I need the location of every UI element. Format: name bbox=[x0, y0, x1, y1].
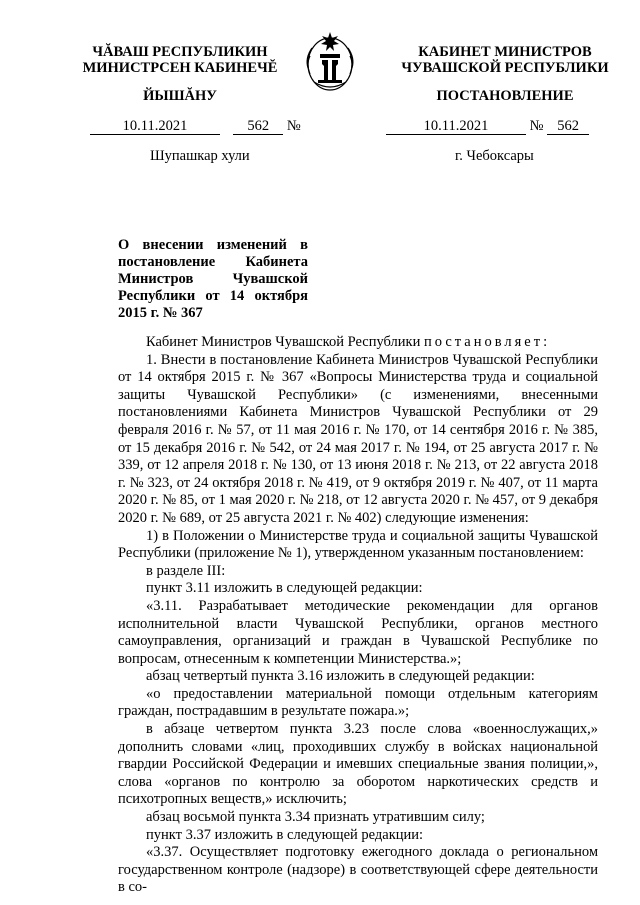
header-right-block bbox=[400, 44, 610, 76]
registration-left-date: 10.11.2021 bbox=[90, 119, 220, 135]
body-intro-verb: постановляет: bbox=[423, 334, 551, 350]
body-paragraph: «3.11. Разрабатывает методические рекомендации для органов исполнительной власти Чувашской Республики, органов местного самоуправления, организаций и граждан в Чувашской Республике по вопросам, отнесенным к компетенции Министерства.»; bbox=[118, 597, 598, 667]
registration-left bbox=[90, 118, 301, 135]
header-right-doc-type: ПОСТАНОВЛЕНИЕ bbox=[436, 88, 574, 104]
body-paragraph: абзац восьмой пункта 3.34 признать утратившим силу; bbox=[146, 809, 485, 826]
registration-right-number: 562 bbox=[547, 119, 589, 135]
coat-of-arms-emblem bbox=[300, 28, 360, 94]
body-intro bbox=[118, 334, 598, 352]
header-left-line2: МИНИСТРСЕН КАБИНЕЧĔ bbox=[82, 60, 278, 76]
body-intro-text: Кабинет Министров Чувашской Республики bbox=[146, 334, 421, 350]
place-right: г. Чебоксары bbox=[455, 148, 534, 164]
body-paragraph: пункт 3.37 изложить в следующей редакции: bbox=[146, 826, 424, 843]
body-paragraph: «3.37. Осуществляет подготовку ежегодного доклада о региональном государственном контроле (надзоре) в соответствующей сфере деятельности в со- bbox=[118, 844, 598, 896]
header-left-block bbox=[80, 44, 280, 76]
place-left: Шупашкар хули bbox=[150, 148, 250, 164]
registration-right-date: 10.11.2021 bbox=[386, 119, 526, 135]
document-subject: О внесении изменений в постановление Кабинета Министров Чувашской Республики от 14 октября 2015 г. № 367 bbox=[118, 237, 308, 321]
body-paragraph: 1. Внести в постановление Кабинета Министров Чувашской Республики от 14 октября 2015 г. № 367 «Вопросы Министерства труда и социальной защиты Чувашской Республики» (с изменениями, внесенными постановлениями Кабинета Министров Чувашской Республики от 29 февраля 2016 г. № 57, от 11 мая 2016 г. № 170, от 14 сентября 2016 г. № 385, от 15 декабря 2016 г. № 542, от 24 мая 2017 г. № 194, от 25 августа 2017 г. № 339, от 12 апреля 2018 г. № 130, от 13 июня 2018 г. № 213, от 22 августа 2018 г. № 323, от 24 октября 2018 г. № 419, от 9 октября 2019 г. № 407, от 11 марта 2020 г. № 85, от 1 мая 2020 г. № 218, от 12 августа 2020 г. № 457, от 9 декабря 2020 г. № 689, от 25 августа 2021 г. № 402) следующие изменения: bbox=[118, 351, 598, 526]
body-paragraph: «о предоставлении материальной помощи отдельным категориям граждан, пострадавшим в результате пожара.»; bbox=[118, 685, 598, 720]
header-right-line2: ЧУВАШСКОЙ РЕСПУБЛИКИ bbox=[401, 60, 609, 76]
header-right-line1: КАБИНЕТ МИНИСТРОВ bbox=[418, 44, 592, 60]
header-left-line1: ЧĂВАШ РЕСПУБЛИКИН bbox=[92, 44, 268, 60]
registration-left-number: 562 bbox=[233, 119, 283, 135]
registration-left-number-sign: № bbox=[286, 118, 301, 134]
body-paragraph: пункт 3.11 изложить в следующей редакции: bbox=[146, 580, 423, 597]
body-paragraph: в абзаце четвертом пункта 3.23 после слова «военнослужащих,» дополнить словами «лиц, проходивших службу в войсках национальной гвардии Российской Федерации и имевших специальные звания полиции,», слова «органов по контролю за оборотом наркотических средств и психотропных веществ,» исключить; bbox=[118, 721, 598, 808]
header-left-doc-type: ЙЫШĂНУ bbox=[143, 88, 217, 104]
registration-right bbox=[386, 118, 589, 135]
document-body bbox=[118, 334, 598, 897]
body-paragraph: абзац четвертый пункта 3.16 изложить в следующей редакции: bbox=[146, 668, 535, 685]
body-paragraph: 1) в Положении о Министерстве труда и социальной защиты Чувашской Республики (приложение № 1), утвержденном указанным постановлением: bbox=[118, 527, 598, 562]
body-paragraph: в разделе III: bbox=[146, 562, 226, 579]
registration-right-number-sign: № bbox=[529, 118, 544, 134]
